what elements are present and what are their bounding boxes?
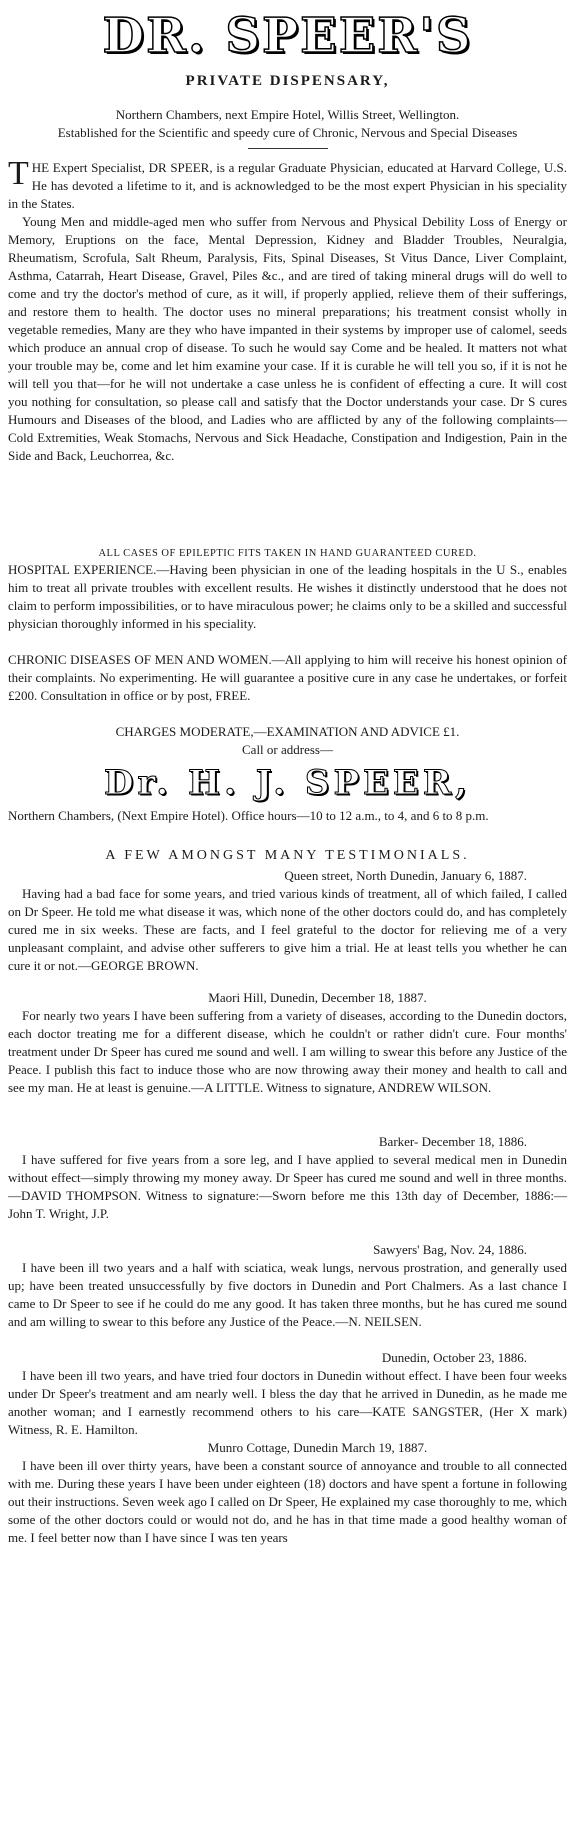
hospital-lead: HOSPITAL EXPERIENCE. [8,562,157,577]
testimonial-text: I have been ill two years, and have tried four doctors in Dunedin without effect. I have been four weeks under Dr Speer's treatment and am nearly well. I bless the day that he arrived in Dunedin, as he made me another woman; and I earnestly recommend others to his care—KATE SANGSTER, (Her X mark) Witness, R. E. Hamilton. [8,1368,567,1437]
testimonial-place: Barker- December 18, 1886. [378,1134,527,1149]
testimonial [8,989,567,1133]
testimonial-place: Maori Hill, Dunedin, December 18, 1887. [208,990,427,1005]
hospital-paragraph [8,561,567,633]
testimonial [8,1349,567,1439]
testimonial [8,1439,567,1545]
drop-cap: T [8,155,29,192]
office-block [8,807,567,847]
testimonial-place: Sawyers' Bag, Nov. 24, 1886. [373,1242,527,1257]
chronic-lead: CHRONIC DISEASES OF MEN AND WOMEN. [8,652,272,667]
chronic-section [8,651,567,723]
office-line: Northern Chambers, (Next Empire Hotel). Office hours—10 to 12 a.m., to 4, and 6 to 8 p.m. [8,808,489,823]
testimonial-place: Dunedin, October 23, 1886. [381,1350,527,1365]
chronic-paragraph [8,651,567,705]
testimonial [8,1133,567,1241]
intro-text-1: HE Expert Specialist, DR SPEER, is a regular Graduate Physician, educated at Harvard College, U.S. He has devoted a lifetime to it, and is acknowledged to be the most expert Physician in his speciality in the States. [8,160,567,211]
doctor-name: Dr. H. J. SPEER, [104,763,471,803]
testimonials-heading: A FEW AMONGST MANY TESTIMONIALS. [105,848,470,863]
charges-line: CHARGES MODERATE,—EXAMINATION AND ADVICE £1. [115,724,460,739]
intro-section [8,155,567,545]
epileptic-notice: ALL CASES OF EPILEPTIC FITS TAKEN IN HAND GUARANTEED CURED. [98,548,477,559]
testimonial-text: I have been ill over thirty years, have been a constant source of annoyance and trouble to all connected with me. During these years I have been under eighteen (18) doctors and have spent a fortune in following out their instructions. Seven week ago I called on Dr Speer, He explained my case thoroughly to me, which some of the other doctors could or would not do, and he has in that time made a good healthy woman of me. I feel better now than I have since I was ten years [8,1458,567,1545]
testimonial-place: Queen street, North Dunedin, January 6, 1887. [284,868,527,883]
divider [248,148,328,149]
intro-paragraph-2: Young Men and middle-aged men who suffer from Nervous and Physical Debility Loss of Energy or Memory, Eruptions on the face, Mental Depression, Kidney and Bladder Troubles, Neuralgia, Rheumatism, Scrofula, Salt Rheum, Paralysis, Fits, Spinal Diseases, St Vitus Dance, Liver Complaint, Asthma, Catarrah, Heart Disease, Gravel, Piles &c., and are tired of taking mineral drugs will do well to come and try the doctor's method of cure, as it will, if properly applied, relieve them of their sufferings, and restore them to health. The doctor uses no mineral preparations; his treatment consist wholly in vegetable remedies, Many are they who have impanted in their systems by improper use of calomel, seeds which produce an annual crop of disease. To such he would say Come and be healed. It matters not what your trouble may be, come and let him examine your case. If it is curable he will tell you so, if it is not he will tell you that—for he will not undertake a case unless he is confident of effecting a cure. It will cost you nothing for consultation, so please call and satisfy that the Doctor understands your case. Dr S cures Humours and Diseases of the blood, and Ladies who are afflicted by any of the following complaints—Cold Extremities, Weak Stomachs, Nervous and Sick Headache, Constipation and Indigestion, Pain in the Side and Back, Leuchorrea, &c. [8,214,567,463]
testimonial-place: Munro Cottage, Dunedin March 19, 1887. [207,1440,428,1455]
testimonial [8,867,567,989]
address-block [8,106,567,142]
testimonial-text: Having had a bad face for some years, and tried various kinds of treatment, all of which failed, I called on Dr Speer. He told me what disease it was, which none of the other doctors could do, and has completely cured me in six weeks. These are facts, and I feel grateful to the doctor for relieving me of a very unpleasant complaint, and advise other sufferers to give him a trial. He at least tells you whether he can cure it or not.—GEORGE BROWN. [8,886,567,973]
established-line: Established for the Scientific and speedy cure of Chronic, Nervous and Special Diseases [57,125,518,140]
hospital-text: —Having been physician in one of the leading hospitals in the U S., enables him to treat all private troubles with excellent results. He wishes it distinctly understood that he does not claim to perform impossibilities, or to have miraculous power; he claims only to be a skilled and successful physician thoroughly informed in his speciality. [8,562,567,631]
advertisement-page [0,6,575,1843]
page-subtitle: PRIVATE DISPENSARY, [185,73,390,89]
address-line: Northern Chambers, next Empire Hotel, Willis Street, Wellington. [115,107,460,122]
testimonial-text: I have suffered for five years from a sore leg, and I have applied to several medical men in Dunedin without effect—simply throwing my money away. Dr Speer has cured me sound and well in three months.—DAVID THOMPSON. Witness to signature:—Sworn before me this 13th day of December, 1886:—John T. Wright, J.P. [8,1152,567,1221]
testimonial-text: I have been ill two years and a half with sciatica, weak lungs, nervous prostration, and generally used up; have been treated unsuccessfully by five doctors in Dunedin and Port Chalmers. As a last chance I came to Dr Speer to see if he could do me any good. It has taken three months, but he has cured me sound and am willing to swear to this before any Justice of the Peace.—N. NEILSEN. [8,1260,567,1329]
intro-paragraph-1 [8,155,567,213]
hospital-section [8,561,567,651]
call-line: Call or address— [242,742,333,757]
chronic-text: —All applying to him will receive his honest opinion of their complaints. No experimenting. He will guarantee a positive cure in any case he undertakes, or forfeit £200. Consultation in office or by post, FREE. [8,652,567,703]
testimonial-text: For nearly two years I have been suffering from a variety of diseases, according to the Dunedin doctors, each doctor treating me for a different disease, which he couldn't or rather didn't cure. Four months' treatment under Dr Speer has cured me sound and well. I am willing to swear this before any Justice of the Peace. I publish this fact to induce those who are now throwing away their money and health to call and see my man. He at least is genuine.—A LITTLE. Witness to signature, ANDREW WILSON. [8,1008,567,1095]
page-title: DR. SPEER'S [102,8,473,64]
testimonial [8,1241,567,1349]
